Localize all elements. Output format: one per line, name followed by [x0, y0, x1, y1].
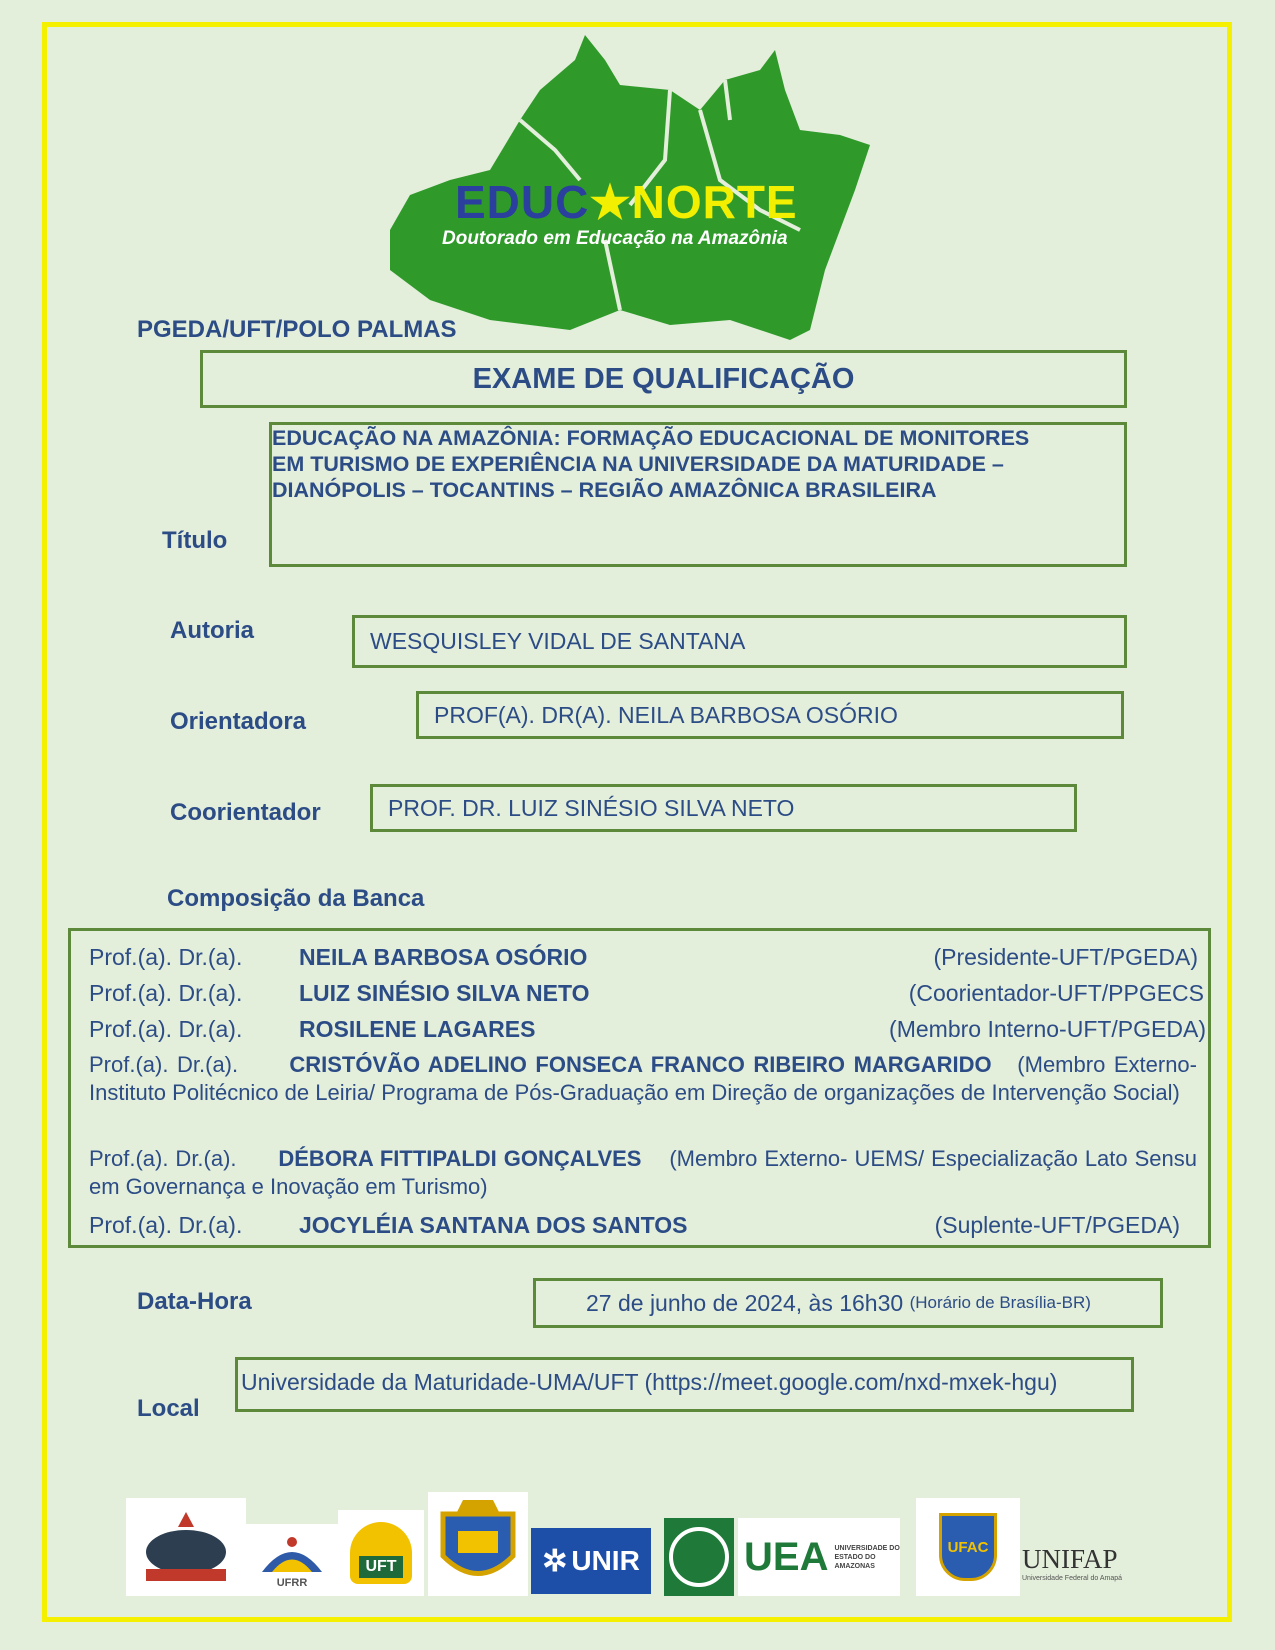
titulo-text [272, 425, 1092, 503]
orientadora-value: PROF(A). DR(A). NEILA BARBOSA OSÓRIO [434, 701, 898, 728]
local-box [235, 1357, 1134, 1412]
uft-logo [338, 1510, 424, 1596]
member-role: (Membro Interno-UFT/PGEDA) [889, 1016, 1206, 1042]
uea-logo-subtext: UNIVERSIDADE DO ESTADO DO AMAZONAS [834, 1544, 900, 1570]
autoria-label: Autoria [170, 617, 254, 644]
local-value: Universidade da Maturidade-UMA/UFT (https://meet.google.com/nxd-mxek-hgu) [241, 1369, 1058, 1395]
unifap-logo-text: UNIFAP [1022, 1544, 1118, 1574]
polo-label: PGEDA/UFT/POLO PALMAS [137, 316, 457, 343]
banca-member [89, 1051, 1197, 1107]
member-prefix: Prof.(a). Dr.(a). [89, 1146, 237, 1171]
ufac-logo [916, 1498, 1020, 1596]
banca-label: Composição da Banca [167, 885, 425, 912]
exam-title-box [200, 350, 1127, 408]
logo-text-educ: EDUC [455, 176, 590, 228]
autoria-box [352, 615, 1127, 668]
shield-icon [433, 1496, 523, 1592]
unir-star-icon: ✲ [542, 1544, 568, 1578]
member-role: (Suplente-UFT/PGEDA) [934, 1212, 1180, 1238]
member-name: CRISTÓVÃO ADELINO FONSECA FRANCO RIBEIRO MARGARIDO [289, 1052, 992, 1077]
ufrr-logo [246, 1524, 338, 1596]
banca-box [68, 928, 1211, 1248]
coorientador-value: PROF. DR. LUIZ SINÉSIO SILVA NETO [388, 794, 795, 821]
banca-member [89, 1145, 1197, 1201]
ufrr-emblem-icon [257, 1532, 327, 1577]
member-role: (Coorientador-UFT/PPGECS [908, 980, 1204, 1006]
local-label: Local [137, 1395, 200, 1422]
uft-logo-text: UFT [359, 1556, 402, 1578]
crest-icon [136, 1507, 236, 1587]
member-name: JOCYLÉIA SANTANA DOS SANTOS [299, 1212, 688, 1238]
uea-logo [738, 1518, 900, 1596]
titulo-line: EDUCAÇÃO NA AMAZÔNIA: FORMAÇÃO EDUCACIONAL DE MONITORES [272, 426, 1030, 450]
data-hora-note: (Horário de Brasília-BR) [909, 1293, 1091, 1312]
member-prefix: Prof.(a). Dr.(a). [89, 1052, 239, 1077]
member-name: ROSILENE LAGARES [299, 1016, 536, 1042]
uft-emblem-icon [350, 1522, 412, 1584]
member-name: LUIZ SINÉSIO SILVA NETO [299, 980, 590, 1006]
member-prefix: Prof.(a). Dr.(a). [89, 1212, 243, 1238]
ufac-logo-text: UFAC [947, 1538, 989, 1556]
coorientador-label: Coorientador [170, 799, 321, 826]
ufac-shield-icon [939, 1513, 997, 1581]
data-hora-box [533, 1278, 1163, 1328]
orientadora-box [416, 691, 1124, 739]
logo-subtitle: Doutorado em Educação na Amazônia [442, 228, 788, 249]
member-role: (Membro Externo- UEMS/ Especialização Lato Sensu em Governança e Inovação em Turismo) [89, 1146, 1197, 1199]
orientadora-label: Orientadora [170, 708, 307, 735]
exam-title: EXAME DE QUALIFICAÇÃO [472, 362, 855, 395]
educanorte-logo-text [455, 175, 798, 229]
seal-logo [664, 1518, 734, 1596]
titulo-label: Título [162, 527, 228, 554]
member-name: DÉBORA FITTIPALDI GONÇALVES [278, 1146, 642, 1171]
autoria-value: WESQUISLEY VIDAL DE SANTANA [370, 628, 746, 654]
star-icon: ★ [589, 176, 632, 228]
member-prefix: Prof.(a). Dr.(a). [89, 980, 243, 1006]
unitins-crest-logo [428, 1492, 528, 1596]
ufrr-logo-text: UFRR [276, 1576, 308, 1589]
data-hora-label: Data-Hora [137, 1288, 252, 1315]
unir-logo [531, 1528, 651, 1594]
unir-logo-text: UNIR [571, 1545, 640, 1576]
member-prefix: Prof.(a). Dr.(a). [89, 944, 243, 970]
member-prefix: Prof.(a). Dr.(a). [89, 1016, 243, 1042]
logo-text-norte: NORTE [631, 176, 798, 228]
data-hora-value: 27 de junho de 2024, às 16h30 [586, 1289, 904, 1316]
partner-logos [126, 1490, 1146, 1600]
titulo-line: EM TURISMO DE EXPERIÊNCIA NA UNIVERSIDADE DA MATURIDADE – [272, 452, 1004, 476]
unifap-logo [1022, 1528, 1142, 1598]
member-name: NEILA BARBOSA OSÓRIO [299, 944, 588, 970]
member-role: (Membro Externo-Instituto Politécnico de Leiria/ Programa de Pós-Graduação em Direção de organizações de Intervenção Social) [89, 1052, 1197, 1105]
uea-logo-text: UEA [744, 1534, 829, 1579]
member-role: (Presidente-UFT/PGEDA) [933, 944, 1198, 970]
titulo-line: DIANÓPOLIS – TOCANTINS – REGIÃO AMAZÔNICA BRASILEIRA [272, 478, 937, 502]
coorientador-box [370, 784, 1077, 832]
seal-icon [669, 1527, 729, 1587]
unifap-logo-subtext: Universidade Federal do Amapá [1022, 1575, 1123, 1582]
university-crest-logo [126, 1498, 246, 1596]
